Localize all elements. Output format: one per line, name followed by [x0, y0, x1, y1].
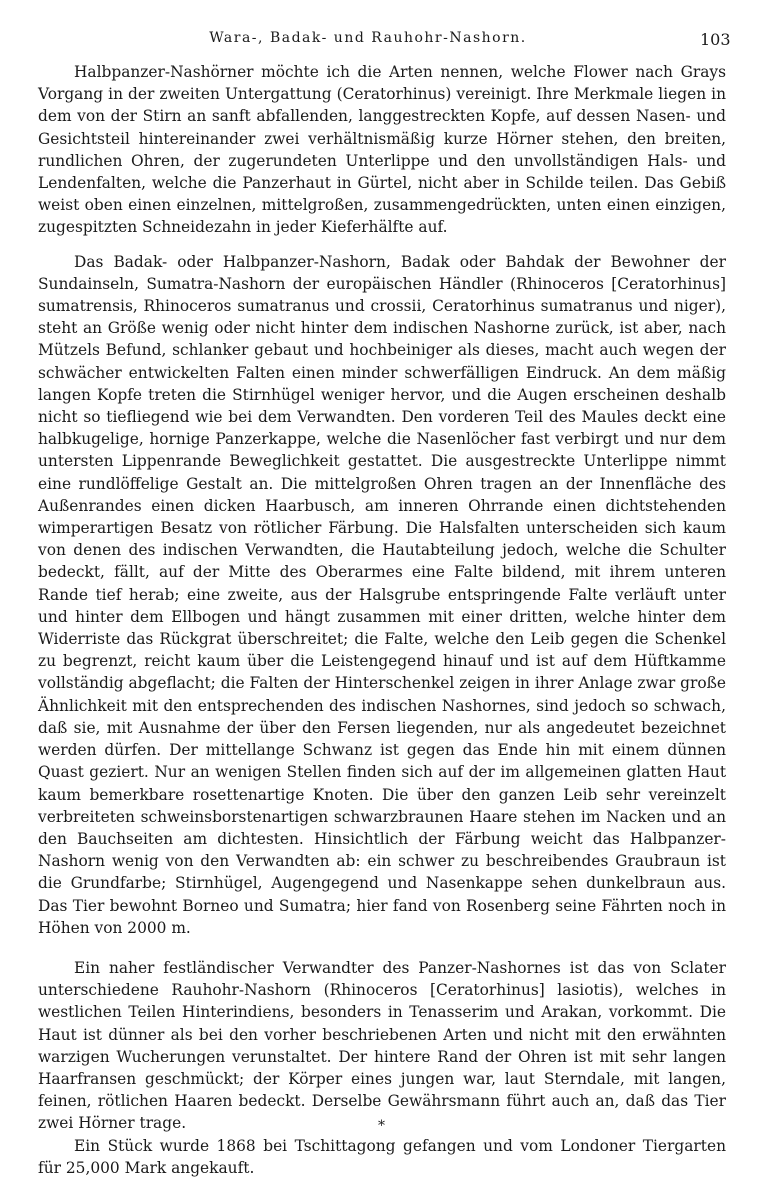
running-head: Wara-, Badak- und Rauhohr-Nashorn.	[209, 30, 527, 46]
paragraph-halbpanzer-intro: Halbpanzer-Nashörner möchte ich die Arten nennen, welche Flower nach Grays Vorgang in der zweiten Untergattung (Ceratorhinus) vereinigt. Ihre Merkmale liegen in dem von der Stirn an sanft abfallenden, langgestreckten Kopfe, auf dessen Nasen- und Gesichtsteil hintereinander zwei verhältnismäßig kurze Hörner stehen, den breiten, rundlichen Ohren, der zugerundeten Unterlippe und den unvollständigen Hals- und Lendenfalten, welche die Panzerhaut in Gürtel, nicht aber in Schilde teilen. Das Gebiß weist oben einen einzelnen, mittelgroßen, zusammengedrückten, unten einen einzigen, zugespitzten Schneidezahn in jeder Kieferhälfte auf.	[38, 63, 726, 237]
paragraph-tschittagong: Ein Stück wurde 1868 bei Tschittagong gefangen und vom Londoner Tiergarten für 25,000 Mark angekauft.	[38, 1136, 726, 1177]
end-ornament: *	[378, 1118, 385, 1134]
paragraph-rauhohr-nashorn: Ein naher festländischer Verwandter des Panzer-Nashornes ist das von Sclater unterschiedene Rauhohr-Nashorn (Rhinoceros [Ceratorhinus] lasiotis), welches in westlichen Teilen Hinterindiens, besonders in Tenasserim und Arakan, vorkommt. Die Haut ist dünner als bei den vorher beschriebenen Arten und nicht mit den erwähnten warzigen Wucherungen verunstaltet. Der hintere Rand der Ohren ist mit sehr langen Haarfransen geschmückt; der Körper eines jungen war, laut Sterndale, mit langen, feinen, rötlichen Haaren bedeckt. Derselbe Gewährsmann führt auch an, daß das Tier zwei Hörner trage.	[38, 958, 726, 1133]
page-number: 103	[700, 30, 731, 49]
paragraph-badak-nashorn: Das Badak- oder Halbpanzer-Nashorn, Badak oder Bahdak der Bewohner der Sundainseln, Sumatra-Nashorn der europäischen Händler (Rhinoceros [Ceratorhinus] sumatrensis, Rhinoceros sumatranus und crossii, Ceratorhinus sumatranus und niger), steht an Größe wenig oder nicht hinter dem indischen Nashorne zurück, ist aber, nach Mützels Befund, schlanker gebaut und hochbeiniger als dieses, macht auch wegen der schwächer entwickelten Falten einen minder schwerfälligen Eindruck. An dem mäßig langen Kopfe treten die Stirnhügel weniger hervor, und die Augen erscheinen deshalb nicht so tiefliegend wie bei dem Verwandten. Den vorderen Teil des Maules deckt eine halbkugelige, hornige Panzerkappe, welche die Nasenlöcher fast verbirgt und nur dem untersten Lippenrande Beweglichkeit gestattet. Die ausgestreckte Unterlippe nimmt eine rundlöffelige Gestalt an. Die mittelgroßen Ohren tragen an der Innenfläche des Außenrandes einen dicken Haarbusch, am inneren Ohrrande einen dichtstehenden wimperartigen Besatz von rötlicher Färbung. Die Halsfalten unterscheiden sich kaum von denen des indischen Verwandten, die Hautabteilung jedoch, welche die Schulter bedeckt, fällt, auf der Mitte des Oberarmes eine Falte bildend, mit ihrem unteren Rande tief herab; eine zweite, aus der Halsgrube entspringende Falte verläuft unter und hinter dem Ellbogen und hängt zusammen mit einer dritten, welche hinter dem Widerriste das Rückgrat überschreitet; die Falte, welche den Leib gegen die Schenkel zu begrenzt, reicht kaum über die Leistengegend hinauf und ist auf dem Hüftkamme vollständig abgeflacht; die Falten der Hinterschenkel zeigen in ihrer Anlage zwar große Ähnlichkeit mit den entsprechenden des indischen Nashornes, sind jedoch so schwach, daß sie, mit Ausnahme der über den Fersen liegenden, nur als angedeutet bezeichnet werden dürfen. Der mittellange Schwanz ist gegen das Ende hin mit einem dünnen Quast geziert. Nur an wenigen Stellen finden sich auf der im allgemeinen glatten Haut kaum bemerkbare rosettenartige Knoten. Die über den ganzen Leib sehr vereinzelt verbreiteten schweinsborstenartigen schwarzbraunen Haare stehen im Nacken und an den Bauchseiten am dichtesten. Hinsichtlich der Färbung weicht das Halbpanzer-Nashorn wenig von den Verwandten ab: ein schwer zu beschreibendes Graubraun ist die Grundfarbe; Stirnhügel, Augengegend und Nasenkappe sehen dunkelbraun aus. Das Tier bewohnt Borneo und Sumatra; hier fand von Rosenberg seine Fährten noch in Höhen von 2000 m.	[38, 252, 726, 937]
body-text	[38, 61, 726, 1179]
